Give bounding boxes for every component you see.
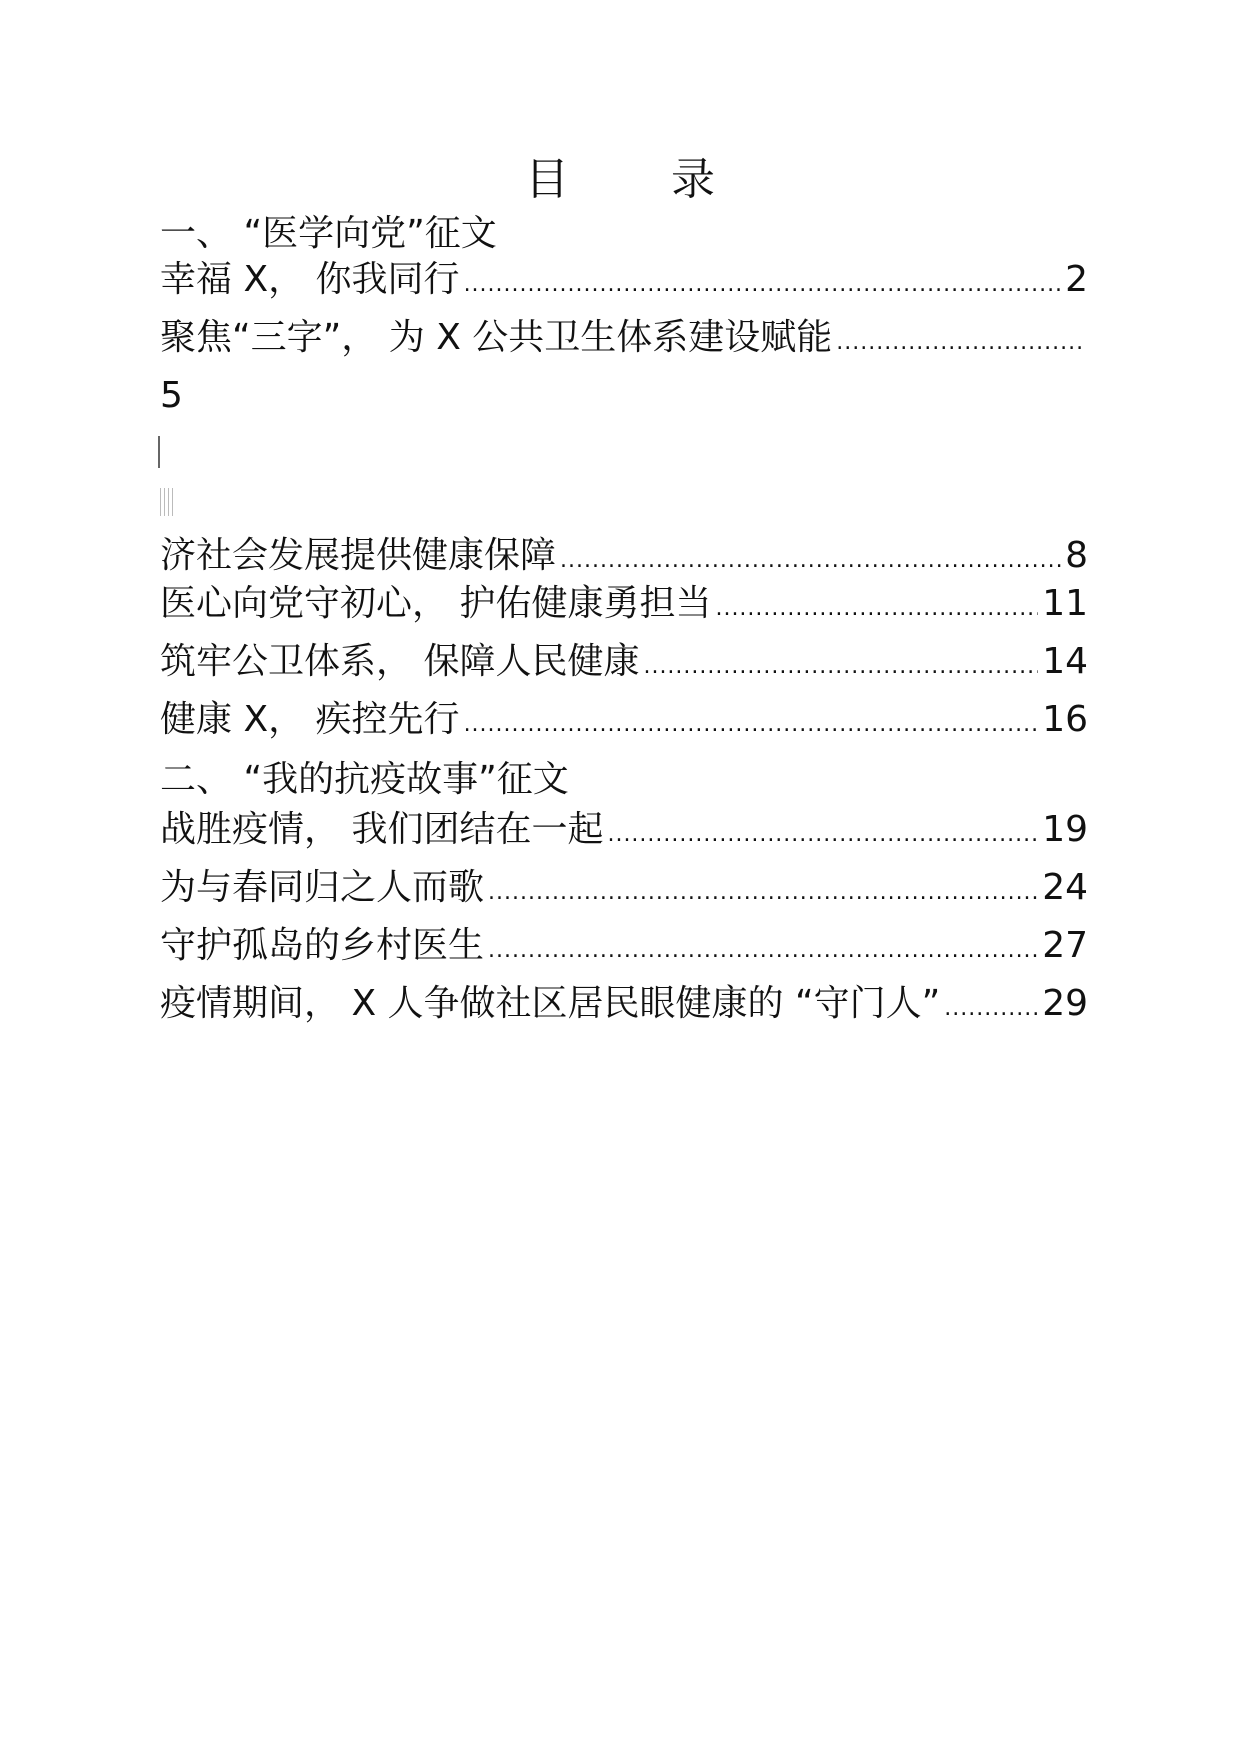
toc-entry[interactable] [160,982,1088,1031]
toc-entry-title: 医心向党守初心， 护佑健康勇担当 [160,583,712,624]
dot-leader [464,263,1062,307]
toc-entry[interactable] [160,698,1088,747]
toc-entry[interactable] [160,582,1088,631]
faint-mark [160,488,174,516]
toc-entry-title: 守护孤岛的乡村医生 [160,925,485,966]
toc-entry-title: 战胜疫情， 我们团结在一起 [160,809,604,850]
toc-entry-page: 19 [1042,809,1088,850]
toc-title: 目 录 [525,154,759,205]
section-heading-2: 二、 “我的抗疫故事”征文 [160,759,569,800]
toc-entry[interactable] [160,258,1088,307]
toc-entry-title: 疫情期间， X 人争做社区居民眼健康的 “守门人” [160,983,941,1024]
toc-entry[interactable] [160,866,1088,915]
dot-leader [464,703,1039,747]
toc-entry-title: 为与春同归之人而歌 [160,867,485,908]
toc-entry-page: 5 [160,375,183,416]
dot-leader [643,645,1038,689]
dot-leader [944,987,1038,1031]
toc-entry[interactable] [160,534,1088,583]
toc-entry-title: 筑牢公卫体系， 保障人民健康 [160,641,640,682]
toc-entry[interactable] [160,316,1090,365]
toc-entry[interactable] [160,924,1088,973]
toc-entry-title: 健康 X， 疾控先行 [160,699,460,740]
dot-leader [715,587,1038,631]
toc-entry-title: 幸福 X， 你我同行 [160,259,460,300]
dot-leader [488,871,1038,915]
toc-entry-page: 24 [1042,867,1088,908]
dot-leader [488,929,1038,973]
section-heading-1: 一、 “医学向党”征文 [160,213,497,254]
dot-leader [560,539,1061,583]
toc-entry-page: 2 [1065,259,1088,300]
toc-entry-page: 8 [1065,535,1088,576]
dot-leader [836,321,1086,365]
toc-entry-page: 29 [1042,983,1088,1024]
toc-entry[interactable] [160,640,1088,689]
cursor-mark [158,436,160,468]
toc-entry-page: 27 [1042,925,1088,966]
toc-entry-page: 11 [1042,583,1088,624]
toc-entry-title: 聚焦“三字”， 为 X 公共卫生体系建设赋能 [160,317,833,358]
toc-entry-page: 14 [1042,641,1088,682]
toc-entry-title: 济社会发展提供健康保障 [160,535,557,576]
toc-entry-page: 16 [1042,699,1088,740]
dot-leader [607,813,1038,857]
toc-entry[interactable] [160,808,1088,857]
